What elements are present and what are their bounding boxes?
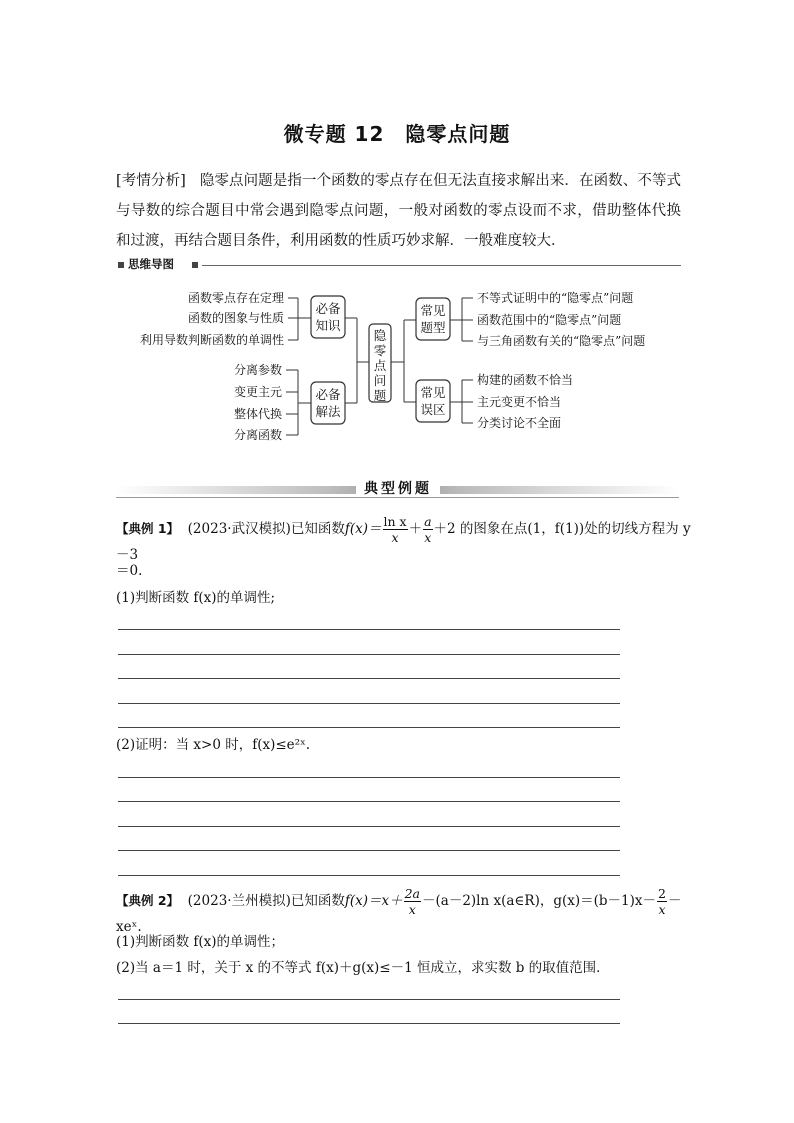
square-bullet-icon (192, 262, 198, 268)
example-1-statement (116, 514, 696, 565)
example-1-continuation: ＝0. (116, 563, 143, 579)
answer-line (118, 777, 620, 778)
example-1-question-2: (2)证明：当 x>0 时，f(x)≤e²ˣ. (116, 737, 311, 753)
mindmap-heading (116, 256, 681, 276)
knowledge-box-line2: 知识 (315, 318, 341, 333)
fraction-denominator: x (658, 902, 666, 917)
types-item: 与三角函数有关的“隐零点”问题 (477, 334, 646, 348)
errors-item: 构建的函数不恰当 (477, 373, 574, 387)
method-box-line1: 必备 (315, 387, 341, 402)
example-1-question-1: (1)判断函数 f(x)的单调性; (116, 590, 276, 606)
page-title: 微专题 12 隐零点问题 (283, 122, 511, 146)
example-2-fraction-2 (657, 886, 667, 917)
analysis-tag: [考情分析] (116, 173, 186, 189)
square-bullet-icon (118, 262, 124, 268)
fraction-denominator: x (391, 530, 399, 545)
answer-line (118, 826, 620, 827)
example-1-rest: ＋2 的图象在点(1，f(1))处的切线方程为 y－3 (116, 521, 691, 563)
example-2-question-2: (2)当 a＝1 时，关于 x 的不等式 f(x)＋g(x)≤－1 恒成立，求实数 b 的取值范围． (116, 960, 610, 976)
answer-line (118, 629, 620, 630)
fraction-numerator: ln x (383, 514, 407, 529)
errors-item: 分类讨论不全面 (477, 416, 562, 430)
example-2-middle: －(a－2)ln x(a∈R)，g(x)＝(b－1)x－ (422, 893, 657, 909)
types-item: 函数范围中的“隐零点”问题 (477, 313, 622, 327)
method-item: 分离参数 (233, 363, 282, 377)
example-1-tag: 【典例 1】 (116, 521, 180, 536)
analysis-paragraph (116, 166, 681, 256)
banner-rule (116, 497, 679, 498)
answer-line (118, 703, 620, 704)
heading-rule (202, 265, 681, 266)
method-item: 变更主元 (233, 385, 282, 399)
example-2-rest: －xeˣ. (116, 893, 682, 935)
section-banner (116, 478, 679, 500)
example-1-source: (2023·武汉模拟)已知函数 (187, 521, 345, 537)
errors-box-line1: 常见 (420, 385, 446, 400)
example-1-fx: f(x)＝ (344, 521, 382, 537)
answer-line (118, 727, 620, 728)
answer-line (118, 875, 620, 876)
example-2-question-1: (1)判断函数 f(x)的单调性； (116, 934, 285, 950)
plus-sign: ＋ (408, 521, 423, 537)
center-char: 问 (373, 373, 387, 388)
fraction-numerator: a (424, 514, 432, 529)
center-char: 隐 (373, 328, 387, 343)
answer-line (118, 999, 620, 1000)
types-box-line2: 题型 (420, 320, 446, 335)
analysis-text: 隐零点问题是指一个函数的零点存在但无法直接求解出来．在函数、不等式与导数的综合题目中常会遇到隐零点问题，一般对函数的零点设而不求，借助整体代换和过渡，再结合题目条件，利用函数的性质巧妙求解．一般难度较大． (116, 173, 682, 249)
fraction-denominator: x (424, 530, 432, 545)
mindmap-heading-label: 思维导图 (128, 257, 174, 271)
banner-title: 典型例题 (356, 478, 440, 496)
types-box-line1: 常见 (420, 303, 446, 318)
method-item: 整体代换 (233, 407, 282, 421)
center-char: 题 (373, 388, 387, 403)
example-2-fraction-1 (404, 886, 421, 917)
fraction-numerator: 2a (404, 886, 421, 901)
center-char: 点 (373, 358, 387, 373)
answer-line (118, 1023, 620, 1024)
errors-item: 主元变更不恰当 (477, 395, 562, 409)
example-2-statement (116, 886, 696, 937)
example-2-tag: 【典例 2】 (116, 893, 180, 908)
method-box-line2: 解法 (315, 404, 341, 419)
knowledge-item: 函数零点存在定理 (187, 291, 284, 305)
mindmap-diagram (0, 280, 794, 450)
answer-line (118, 678, 620, 679)
example-1-fraction-1 (383, 514, 408, 545)
example-1-fraction-2 (423, 514, 432, 545)
answer-line (118, 654, 620, 655)
knowledge-item: 函数的图象与性质 (187, 311, 284, 325)
method-item: 分离函数 (233, 428, 282, 442)
fraction-denominator: x (408, 902, 416, 917)
example-2-source: (2023·兰州模拟)已知函数 (187, 893, 345, 909)
types-item: 不等式证明中的“隐零点”问题 (477, 291, 634, 305)
center-char: 零 (373, 343, 387, 358)
knowledge-box-line1: 必备 (315, 301, 341, 316)
fraction-numerator: 2 (658, 886, 666, 901)
errors-box-line2: 误区 (420, 402, 446, 417)
answer-line (118, 850, 620, 851)
knowledge-item: 利用导数判断函数的单调性 (139, 333, 284, 347)
answer-line (118, 801, 620, 802)
example-2-fx: f(x)＝x＋ (344, 893, 403, 909)
